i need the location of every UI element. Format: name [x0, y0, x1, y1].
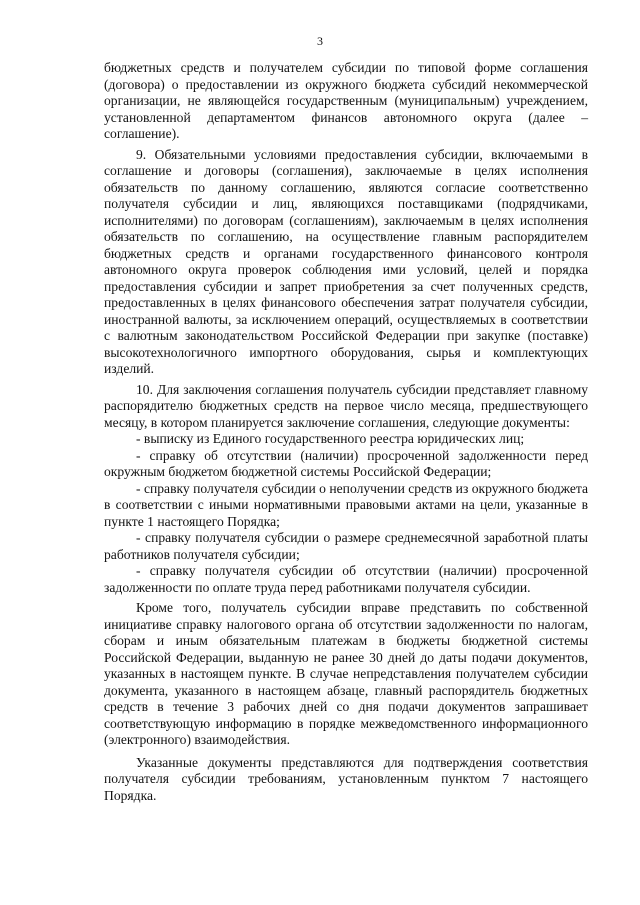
paragraph-clause-10: 10. Для заключения соглашения получатель субсидии представляет главному распорядителю бюджетных средств на первое число месяца, предшествующего месяцу, в котором планируется заключение соглашения, следующие документы:	[104, 381, 588, 430]
paragraph-continuation: бюджетных средств и получателем субсидии по типовой форме соглашения (договора) о предоставлении из окружного бюджета субсидий некоммерческой организации, не являющейся государственным (муниципальным) учреждением, установленной департаментом финансов автономного округа (далее – соглашение).	[104, 60, 588, 141]
list-item-debt-certificate: - справку об отсутствии (наличии) просроченной задолженности перед окружным бюджетом бюджетной системы Российской Федерации;	[104, 447, 588, 479]
paragraph-clause-9: 9. Обязательными условиями предоставления субсидии, включаемыми в соглашение и договоры (соглашения), заключаемые в целях исполнения обязательств по данному соглашению, являются согласие соответственно получателя субсидии и лиц, являющихся поставщиками (подрядчиками, исполнителями) по договорам (соглашениям), заключаемым в целях исполнения обязательств по соглашению, на осуществление главным распорядителем бюджетных средств и органами государственного финансового контроля автономного округа проверок соблюдения ими условий, целей и порядка предоставления субсидии и запрет приобретения за счет полученных средств, предоставленных в целях финансового обеспечения затрат получателя субсидии, иностранной валюты, за исключением операций, осуществляемых в соответствии с валютным законодательством Российской Федерации при закупке (поставке) высокотехнологичного импортного оборудования, сырья и комплектующих изделий.	[104, 146, 588, 376]
paragraph-documents-purpose: Указанные документы представляются для подтверждения соответствия получателя субсидии требованиям, установленным пунктом 7 настоящего Порядка.	[104, 754, 588, 803]
paragraph-tax-certificate: Кроме того, получатель субсидии вправе представить по собственной инициативе справку налогового органа об отсутствии задолженности по налогам, сборам и иным обязательным платежам в бюджеты бюджетной системы Российской Федерации, выданную не ранее 30 дней до даты подачи документов, указанных в настоящем пункте. В случае непредставления получателем субсидии документа, указанного в настоящем абзаце, главный распорядитель бюджетных средств в течение 3 рабочих дней со дня подачи документов запрашивает соответствующую информацию в порядке межведомственного информационного (электронного) взаимодействия.	[104, 600, 588, 747]
list-item-egrul-extract: - выписку из Единого государственного реестра юридических лиц;	[136, 431, 525, 446]
list-item-no-funds-certificate: - справку получателя субсидии о неполучении средств из окружного бюджета в соответствии с иными нормативными правовыми актами на цели, указанные в пункте 1 настоящего Порядка;	[104, 480, 588, 529]
list-item-wage-debt-certificate: - справку получателя субсидии об отсутствии (наличии) просроченной задолженности по оплате труда перед работниками получателя субсидии.	[104, 563, 588, 595]
document-body	[104, 60, 588, 804]
list-item-salary-certificate: - справку получателя субсидии о размере среднемесячной заработной платы работников получателя субсидии;	[104, 530, 588, 562]
page-number: 3	[317, 34, 323, 48]
